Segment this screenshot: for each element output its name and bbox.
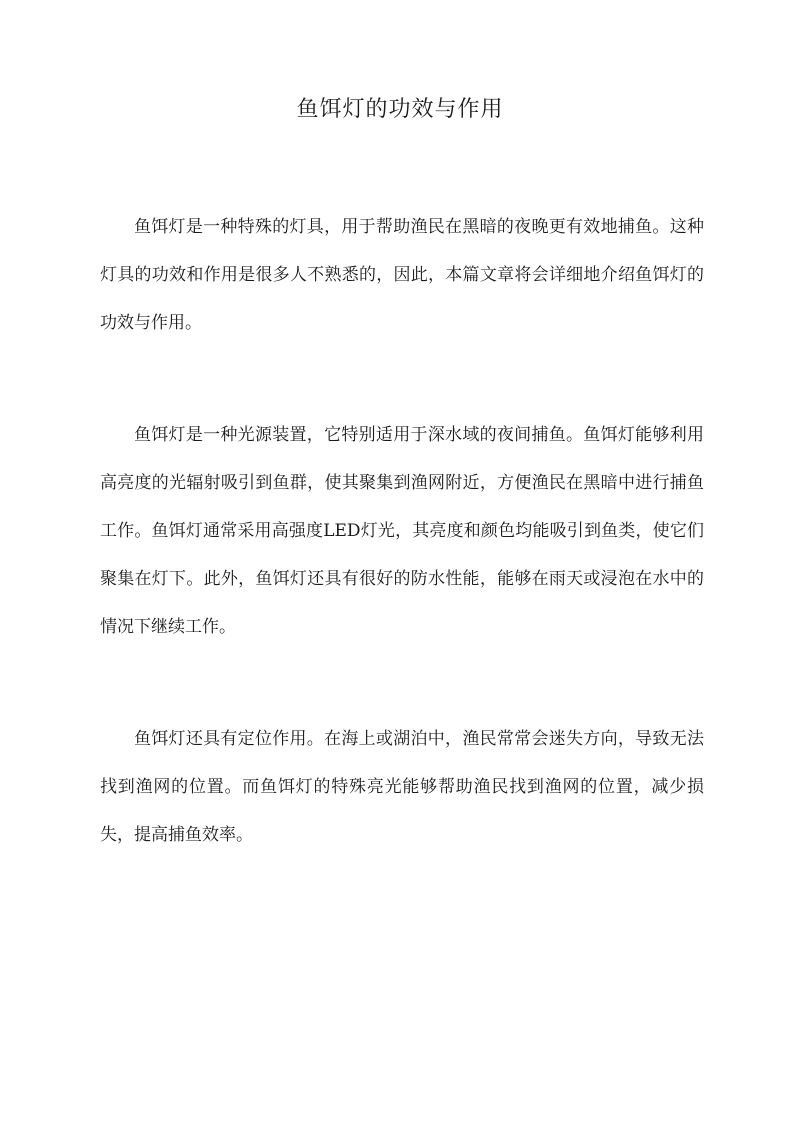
paragraph-positioning: 鱼饵灯还具有定位作用。在海上或湖泊中，渔民常常会迷失方向，导致无法找到渔网的位置。而鱼饵灯的特殊亮光能够帮助渔民找到渔网的位置，减少损失，提高捕鱼效率。 <box>100 729 704 845</box>
paragraph-light-source: 鱼饵灯是一种光源装置，它特别适用于深水域的夜间捕鱼。鱼饵灯能够利用高亮度的光辐射吸引到鱼群，使其聚集到渔网附近，方便渔民在黑暗中进行捕鱼工作。鱼饵灯通常采用高强度LED灯光，其亮度和颜色均能吸引到鱼类，使它们聚集在灯下。此外，鱼饵灯还具有很好的防水性能，能够在雨天或浸泡在水中的情况下继续工作。 <box>100 425 704 637</box>
document-title: 鱼饵灯的功效与作用 <box>296 97 504 122</box>
paragraph-intro: 鱼饵灯是一种特殊的灯具，用于帮助渔民在黑暗的夜晚更有效地捕鱼。这种灯具的功效和作用是很多人不熟悉的，因此，本篇文章将会详细地介绍鱼饵灯的功效与作用。 <box>100 217 704 333</box>
